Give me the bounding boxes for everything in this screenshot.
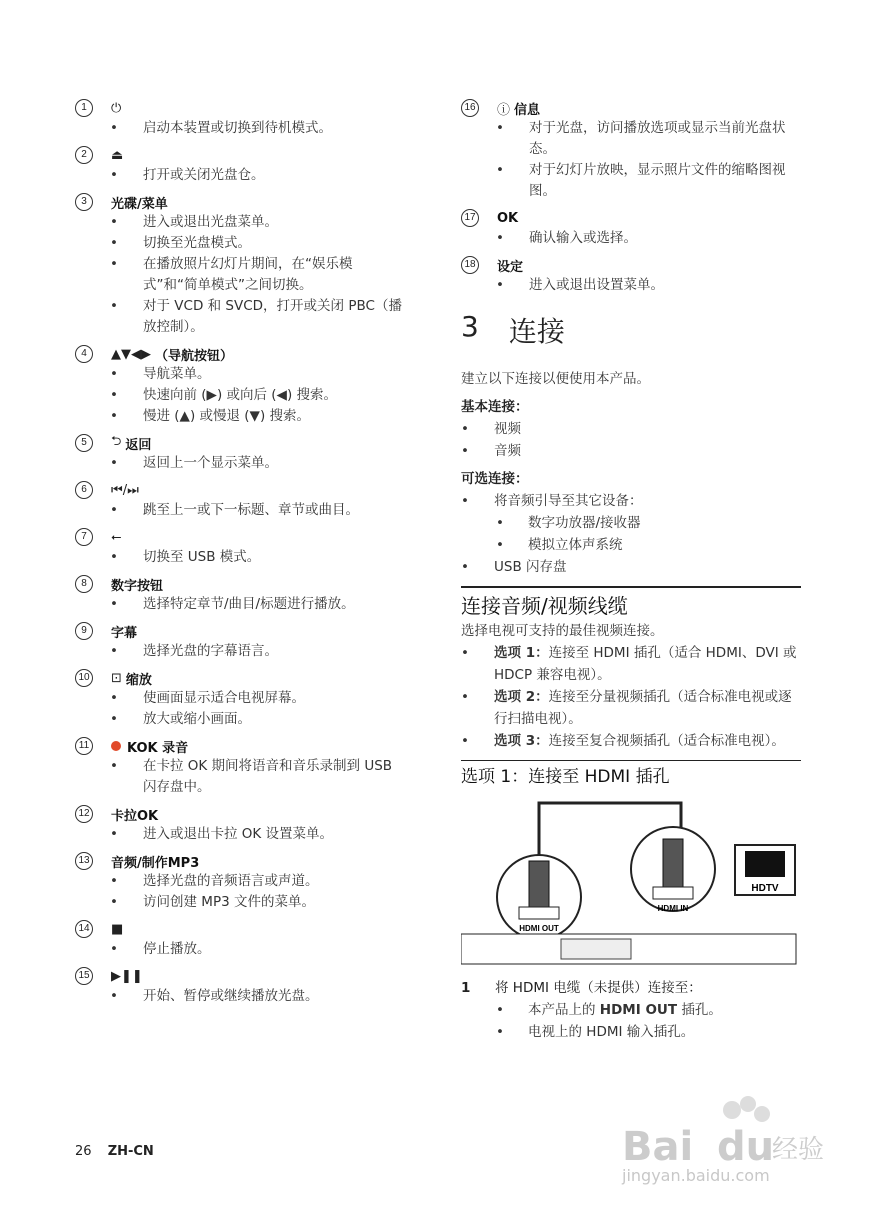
bullet-item: • 返回上一个显示菜单。: [75, 453, 405, 474]
bullet-list: [75, 453, 405, 474]
list-item: • 音频: [461, 440, 801, 462]
page-footer: [75, 1144, 154, 1159]
hdmi-plug-out: [529, 861, 549, 909]
bullet-item: • 放大或缩小画面。: [75, 709, 405, 730]
bullet-list: [75, 500, 405, 521]
bullet-item: • 切换至光盘模式。: [75, 233, 405, 254]
language-code: ZH-CN: [107, 1144, 154, 1159]
bullet-item: • 进入或退出卡拉 OK 设置菜单。: [75, 824, 405, 845]
bullet-item: • 访问创建 MP3 文件的菜单。: [75, 892, 405, 913]
bullet-list: [461, 275, 801, 296]
item-number: 7: [75, 528, 93, 546]
optional-list: [461, 490, 801, 512]
bullet-list: [75, 688, 405, 730]
optional-sublist: [461, 512, 801, 556]
item-number: 9: [75, 622, 93, 640]
item-number: 3: [75, 193, 93, 211]
item-number: 18: [461, 256, 479, 274]
bullet-item: • 进入或退出设置菜单。: [461, 275, 801, 296]
bullet-list: [75, 641, 405, 662]
bullet-item: • 选择光盘的音频语言或声道。: [75, 871, 405, 892]
button-icon: ■: [111, 921, 124, 937]
step-text: 将 HDMI 电缆（未提供）连接至：: [495, 980, 702, 996]
button-icon: ▶❚❚: [111, 968, 143, 984]
bullet-item: • 启动本装置或切换到待机模式。: [75, 118, 405, 139]
button-icon: ⊡: [111, 670, 122, 686]
bullet-item: • 使画面显示适合电视屏幕。: [75, 688, 405, 709]
item-title: 设定: [497, 259, 524, 275]
item-title: 信息: [514, 102, 541, 118]
item-head: [75, 574, 405, 594]
bullet-item: • 对于 VCD 和 SVCD，打开或关闭 PBC（播放控制）。: [75, 296, 405, 338]
item-13: [75, 851, 405, 913]
left-column: [75, 98, 405, 1013]
item-head: [75, 433, 405, 453]
button-icon: ⏏: [111, 147, 124, 163]
item-7: [75, 527, 405, 568]
item-head: [461, 208, 801, 228]
list-item: • 视频: [461, 418, 801, 440]
option-item: • 选项 3：连接至复合视频插孔（适合标准电视）。: [461, 730, 801, 752]
basic-label: 基本连接：: [461, 399, 529, 415]
bullet-list: [461, 228, 801, 249]
bullet-list: [75, 547, 405, 568]
item-number: 2: [75, 146, 93, 164]
item-head: [461, 255, 801, 275]
item-4: [75, 344, 405, 427]
item-6: [75, 480, 405, 521]
bullet-item: • 快速向前 (▶) 或向后 (◀) 搜索。: [75, 385, 405, 406]
list-item: • 将音频引导至其它设备：: [461, 490, 801, 512]
hdmi-port-in: [653, 887, 693, 899]
optional-label: 可选连接：: [461, 471, 529, 487]
button-icon: ▲▼◀▶: [111, 346, 151, 362]
bullet-list: [75, 165, 405, 186]
item-head: [75, 919, 405, 939]
bullet-item: • 切换至 USB 模式。: [75, 547, 405, 568]
list-item: • USB 闪存盘: [461, 556, 801, 578]
record-dot-icon: [111, 741, 121, 751]
hdmi-diagram: [461, 789, 801, 969]
bullet-item: • 慢进 (▲) 或慢退 (▼) 搜索。: [75, 406, 405, 427]
bullet-item: • 在卡拉 OK 期间将语音和音乐录制到 USB 闪存盘中。: [75, 756, 405, 798]
item-18: [461, 255, 801, 296]
bullet-list: [461, 118, 801, 202]
bullet-list: [75, 871, 405, 913]
item-title: 卡拉OK: [111, 808, 159, 824]
bullet-item: • 选择特定章节/曲目/标题进行播放。: [75, 594, 405, 615]
bullet-item: • 开始、暂停或继续播放光盘。: [75, 986, 405, 1007]
rear-jacks: [561, 939, 631, 959]
item-17: [461, 208, 801, 249]
watermark-url: jingyan.baidu.com: [622, 1166, 770, 1185]
item-title: 缩放: [125, 672, 152, 688]
bullet-item: • 打开或关闭光盘仓。: [75, 165, 405, 186]
bullet-list: [75, 212, 405, 338]
item-title: KOK 录音: [127, 740, 189, 756]
bullet-item: • 选择光盘的字幕语言。: [75, 641, 405, 662]
item-number: 6: [75, 481, 93, 499]
basic-list: [461, 418, 801, 462]
item-number: 12: [75, 805, 93, 823]
bullet-item: • 跳至上一或下一标题、章节或曲目。: [75, 500, 405, 521]
item-title: OK: [497, 210, 519, 226]
button-icon: ⮌: [111, 434, 122, 449]
baidu-watermark: [622, 1090, 832, 1204]
bullet-list: [75, 118, 405, 139]
item-head: [75, 851, 405, 871]
hdtv-label: HDTV: [751, 883, 779, 894]
item-10: [75, 668, 405, 730]
item-number: 14: [75, 920, 93, 938]
bullet-list: [75, 824, 405, 845]
bullet-list: [75, 986, 405, 1007]
item-11: [75, 736, 405, 798]
button-icon: ⭠: [111, 529, 122, 545]
item-number: 10: [75, 669, 93, 687]
item-15: [75, 966, 405, 1007]
item-head: [75, 527, 405, 547]
svg-text:经验: 经验: [772, 1135, 825, 1165]
list-item: • 本产品上的 HDMI OUT 插孔。: [461, 999, 801, 1021]
bullet-list: [75, 364, 405, 427]
item-title: 返回: [125, 437, 152, 453]
bullet-item: • 导航菜单。: [75, 364, 405, 385]
item-16: [461, 98, 801, 202]
list-item: • 数字功放器/接收器: [461, 512, 801, 534]
button-icon: ⏻: [111, 100, 122, 116]
item-number: 16: [461, 99, 479, 117]
bullet-item: • 确认输入或选择。: [461, 228, 801, 249]
item-title: 光碟/菜单: [111, 196, 168, 212]
option-item: • 选项 1：连接至 HDMI 插孔（适合 HDMI、DVI 或 HDCP 兼容电视）。: [461, 642, 801, 686]
hdmi-port-out: [519, 907, 559, 919]
hdtv-screen: [745, 851, 785, 877]
item-12: [75, 804, 405, 845]
item-number: 4: [75, 345, 93, 363]
hdmi-in-label: HDMI IN: [657, 904, 689, 913]
item-number: 13: [75, 852, 93, 870]
item-head: [75, 98, 405, 118]
item-head: [75, 145, 405, 165]
bullet-item: • 进入或退出光盘菜单。: [75, 212, 405, 233]
item-number: 17: [461, 209, 479, 227]
item-number: 1: [75, 99, 93, 117]
av-heading: 连接音频/视频线缆: [461, 586, 801, 620]
list-item: • 电视上的 HDMI 输入插孔。: [461, 1021, 801, 1043]
item-number: 5: [75, 434, 93, 452]
item-head: [75, 621, 405, 641]
option-item: • 选项 2：连接至分量视频插孔（适合标准电视或逐行扫描电视）。: [461, 686, 801, 730]
right-column: [461, 98, 801, 1043]
item-head: [461, 98, 801, 118]
av-intro: 选择电视可支持的最佳视频连接。: [461, 623, 664, 639]
step-sublist: [461, 999, 801, 1043]
item-head: [75, 192, 405, 212]
section-intro: 建立以下连接以便使用本产品。: [461, 371, 650, 387]
item-title: （导航按钮）: [155, 348, 234, 364]
item-number: 11: [75, 737, 93, 755]
item-8: [75, 574, 405, 615]
hdmi-plug-in: [663, 839, 683, 889]
item-number: 8: [75, 575, 93, 593]
item-head: [75, 736, 405, 756]
svg-text:Bai: Bai: [622, 1124, 694, 1170]
item-9: [75, 621, 405, 662]
optional-list-2: [461, 556, 801, 578]
item-number: 15: [75, 967, 93, 985]
section-title: 连接: [508, 315, 565, 348]
step-number: 1: [461, 980, 471, 996]
item-head: [75, 804, 405, 824]
item-title: 字幕: [111, 625, 138, 641]
hdmi-out-label: HDMI OUT: [519, 924, 559, 933]
button-icon: ⓘ: [497, 102, 511, 118]
item-title: 数字按钮: [111, 578, 164, 594]
item-3: [75, 192, 405, 338]
bullet-list: [75, 756, 405, 798]
item-2: [75, 145, 405, 186]
section-heading: [461, 310, 801, 350]
item-title: 音频/制作MP3: [111, 855, 200, 871]
item-head: [75, 480, 405, 500]
bullet-item: • 在播放照片幻灯片期间，在“娱乐模式”和“简单模式”之间切换。: [75, 254, 405, 296]
section-number: 3: [461, 310, 479, 343]
bullet-item: • 对于幻灯片放映，显示照片文件的缩略图视图。: [461, 160, 801, 202]
item-1: [75, 98, 405, 139]
item-head: [75, 966, 405, 986]
item-head: [75, 668, 405, 688]
item-head: [75, 344, 405, 364]
svg-text:du: du: [717, 1124, 775, 1170]
hdmi-heading: 选项 1：连接至 HDMI 插孔: [461, 760, 801, 789]
bullet-list: [75, 594, 405, 615]
button-icon: ⏮/⏭: [111, 482, 139, 498]
item-5: [75, 433, 405, 474]
page-number: 26: [75, 1144, 92, 1159]
bullet-list: [75, 939, 405, 960]
bullet-item: • 停止播放。: [75, 939, 405, 960]
item-14: [75, 919, 405, 960]
bullet-item: • 对于光盘，访问播放选项或显示当前光盘状态。: [461, 118, 801, 160]
list-item: • 模拟立体声系统: [461, 534, 801, 556]
step-1: [461, 977, 801, 999]
options-list: [461, 642, 801, 752]
